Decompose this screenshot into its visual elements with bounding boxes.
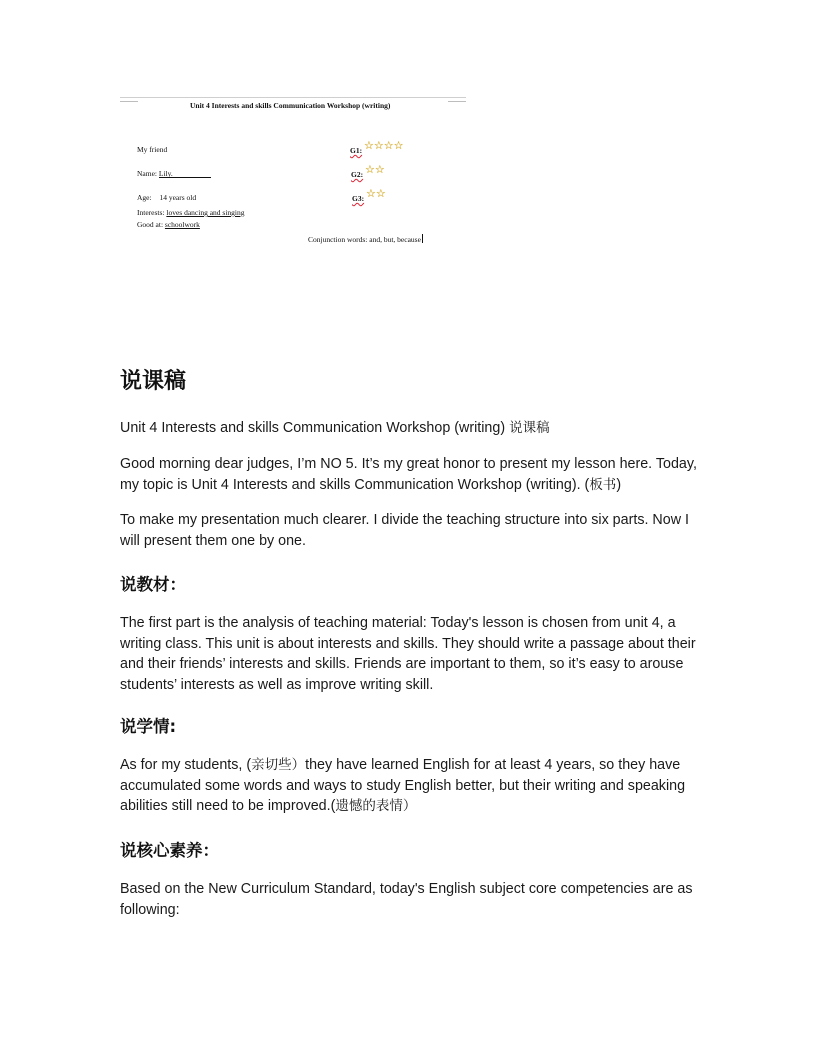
material-paragraph: The first part is the analysis of teaching material: Today's lesson is chosen from unit 4, a writing class. This unit is about interests and skills. They should write a passage about their and their friends’ interests and skills. Friends are important to them, so it’s easy to arouse students’ interests as well as improve writing skill. xyxy=(120,615,696,693)
subtitle-en: Unit 4 Interests and skills Communication Workshop (writing) xyxy=(120,420,510,436)
board-g2-label: G2: xyxy=(351,170,364,179)
board-title: Unit 4 Interests and skills Communication Workshop (writing) xyxy=(190,101,391,110)
board-good-value: schoolwork xyxy=(164,220,200,229)
board-left-rule xyxy=(120,101,138,102)
intro-text: Good morning dear judges, I’m NO 5. It’s my great honor to present my lesson here. Today, my topic is Unit 4 Interests and skills Communication Workshop (writing). ( xyxy=(120,456,697,493)
subtitle-cn: 说课稿 xyxy=(509,420,550,436)
board-good-row xyxy=(137,220,200,229)
board-interests-row xyxy=(137,208,245,217)
subtitle-paragraph xyxy=(120,418,700,439)
page-title: 说课稿 xyxy=(120,369,187,394)
board-name-blank xyxy=(159,169,211,178)
board-interests-label: Interests: xyxy=(137,208,165,217)
board-g3-label: G3: xyxy=(352,194,365,203)
board-g1-stars-icon: ☆☆☆☆ xyxy=(364,139,404,152)
intro-paragraph xyxy=(120,454,700,495)
board-g2-stars-icon: ☆☆ xyxy=(365,163,385,176)
board-age-label: Age: xyxy=(137,193,152,202)
intro-cn-note: 板书 xyxy=(589,476,617,493)
board-conjunction: Conjunction words: and, but, because xyxy=(308,235,421,244)
students-text-b: they have learned English for at least 4 years, so they have accumulated some words and ways to study English better, but their writing and speaking abilities still need to be improved.( xyxy=(120,757,686,814)
section-heading-core: 说核心素养： xyxy=(120,841,219,860)
board-right-rule xyxy=(448,101,466,102)
students-text-a: As for my students, ( xyxy=(120,757,252,773)
board-g1-label: G1: xyxy=(350,146,363,155)
section-heading-students: 说学情: xyxy=(120,717,177,736)
board-top-rule xyxy=(120,97,466,98)
board-name-value: Lily. xyxy=(158,169,173,178)
board-g3-stars-icon: ☆☆ xyxy=(366,187,386,200)
board-name-label: Name: xyxy=(137,169,157,178)
structure-paragraph: To make my presentation much clearer. I divide the teaching structure into six parts. Now I will present them one by one. xyxy=(120,512,689,549)
board-good-label: Good at: xyxy=(137,220,164,229)
intro-close-paren: ) xyxy=(616,476,622,493)
board-conjunction-row xyxy=(308,234,423,244)
board-interests-value: loves dancing and singing xyxy=(166,208,245,217)
core-paragraph: Based on the New Curriculum Standard, today's English subject core competencies are as following: xyxy=(120,881,693,918)
board-age-value: 14 years old xyxy=(159,193,197,202)
students-cn-note-1: 亲切些） xyxy=(251,757,306,773)
board-age-row xyxy=(137,193,196,202)
section-heading-material: 说教材： xyxy=(120,575,186,594)
blackboard-image xyxy=(120,95,470,250)
board-my-friend: My friend xyxy=(137,145,168,154)
students-cn-note-2: 遗憾的表情） xyxy=(335,798,417,814)
board-name-row xyxy=(137,169,211,178)
text-cursor-icon xyxy=(422,234,423,243)
students-paragraph xyxy=(120,755,700,817)
